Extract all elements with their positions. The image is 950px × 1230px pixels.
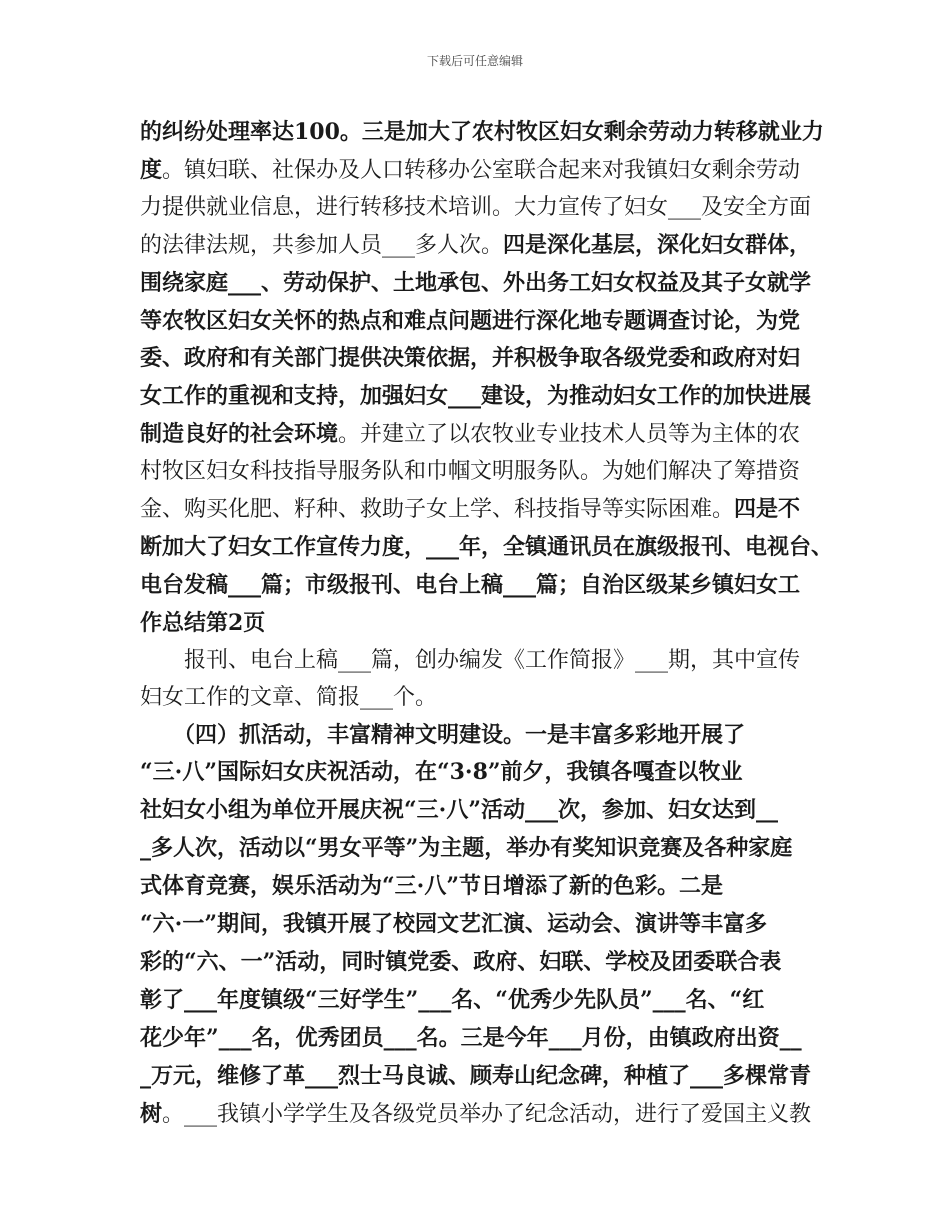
text-segment: 。___我镇小学学生及各级党员举办了纪念活动，进行了爱国主义教 — [162, 1101, 812, 1127]
text-segment: 。镇妇联、社保办及人口转移办公室联合起来对我镇妇女剩余劳动 力提供就业信息，进行转移技术培训。大力宣传了妇女___及安全方面 的法律法规，共参加人员___多人次。 — [140, 157, 812, 258]
text-segment: 四是深化基层，深化妇女群体， 围绕家庭___、劳动保护、土地承包、外出务工妇女权益及其子女就学 等农牧区妇女关怀的热点和难点问题进行深化地专题调查讨论，为党 委、政府和有关部门提供决策依据，并积极争取各级党委和政府对妇 女工作的重视和支持，加强妇女___建设，为推动妇女工作的加快进展 制造良好的社会环境 — [140, 231, 812, 448]
paragraph — [140, 643, 840, 717]
page-header: 下载后可任意编辑 — [426, 54, 523, 68]
text-segment: 的纠纷处理率达100。三是加大了农村牧区妇女剩余劳动力转移就业力 度 — [140, 119, 824, 183]
paragraph — [140, 717, 840, 1134]
document-body — [140, 114, 840, 1133]
text-segment: （四）抓活动，丰富精神文明建设。一是丰富多彩地开展了 “三·八”国际妇女庆祝活动，在“3·8”前夕，我镇各嘎查以牧业 社妇女小组为单位开展庆祝“三·八”活动___次，参加、妇女达到__ _多人次，活动以“男女平等”为主题，举办有奖知识竞赛及各种家庭 式体育竞赛，娱乐活动为“三·八”节日增添了新的色彩。二是 “六·一”期间，我镇开展了校园文艺汇演、运动会、演讲等丰富多 彩的“六、一”活动，同时镇党委、政府、妇联、学校及团委联合表 彰了___年度镇级“三好学生”___名、“优秀少先队员”___名、“红 花少年”___名，优秀团员___名。三是今年___月份，由镇政府出资__ _万元，维修了革___烈士马良诚、顾寿山纪念碑，种植了___多棵常青 树 — [140, 721, 812, 1127]
text-segment: 四是不 断加大了妇女工作宣传力度，___年，全镇通讯员在旗级报刊、电视台、 电台发稿___篇；市级报刊、电台上稿___篇；自治区级某乡镇妇女工 作总结第2页 — [140, 496, 834, 636]
text-segment: 报刊、电台上稿___篇，创办编发《工作简报》___期，其中宣传 妇女工作的文章、简报___个。 — [140, 647, 801, 710]
paragraph — [140, 114, 840, 643]
text-segment: 。并建立了以农牧业专业技术人员等为主体的农 村牧区妇女科技指导服务队和巾帼文明服务队。为她们解决了筹措资 金、购买化肥、籽种、救助子女上学、科技指导等实际困难。 — [140, 422, 801, 523]
